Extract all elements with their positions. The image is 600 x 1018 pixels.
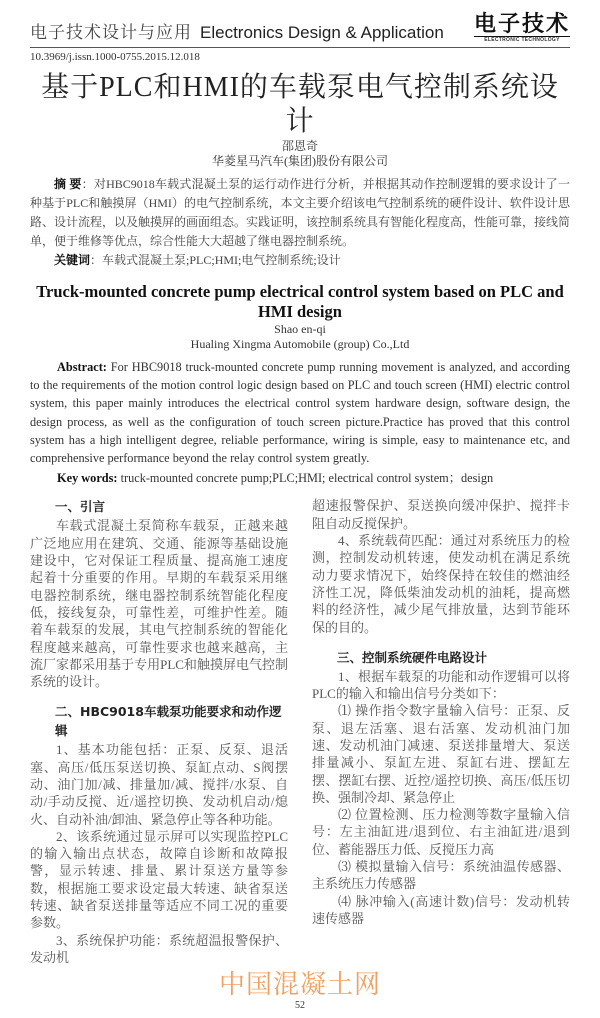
abstract-en-label: Abstract: <box>57 360 107 374</box>
logo-text-cn: 电子技术 <box>473 11 570 36</box>
right-column <box>312 497 570 966</box>
abstract-label: 摘 要 <box>54 177 82 191</box>
journal-name-cn: 电子技术设计与应用 <box>30 23 192 42</box>
author: 邵恩奇 <box>281 139 318 153</box>
paragraph: 超速报警保护、泵送换向缓冲保护、搅拌卡阻自动反搅保护。 <box>312 498 570 531</box>
section-heading-3: 三、控制系统硬件电路设计 <box>337 649 488 665</box>
keywords-cn <box>30 251 570 270</box>
list-item: ⑵ 位置检测、压力检测等数字量输入信号：左主油缸进/退到位、右主油缸进/退到位、蓄能器压力低、反搅压力高 <box>312 807 570 857</box>
page-number: 52 <box>295 1000 305 1012</box>
watermark: 中国混凝土网 <box>218 970 381 1001</box>
abstract-cn <box>30 175 570 251</box>
list-item: ⑶ 模拟量输入信号：系统油温传感器、主系统压力传感器 <box>312 859 570 892</box>
keywords-en-text: truck-mounted concrete pump;PLC;HMI; electrical control system；design <box>117 471 494 486</box>
journal-name-en: Electronics Design & Application <box>200 23 444 42</box>
affiliation-en: Hualing Xingma Automobile (group) Co.,Ltd <box>190 337 410 351</box>
section-heading-2: 二、HBC9018车载泵功能要求和动作逻辑 <box>55 704 282 739</box>
journal-header <box>30 12 570 48</box>
keywords-label: 关键词 <box>54 253 91 267</box>
journal-name <box>30 18 444 43</box>
doi: 10.3969/j.issn.1000-0755.2015.12.018 <box>30 51 200 63</box>
paragraph: 车载式混凝土泵简称车载泵，正越来越广泛地应用在建筑、交通、能源等基础设施建设中，它对保证工程质量、提高施工速度起着十分重要的作用。早期的车载泵采用继电器控制系统，继电器控制系统智能化程度低，接线复杂，可靠性差，可维护性差。随着车载泵的发展，其电气控制系统的智能化程度越来越高，可靠性要求也越来越高，主流厂家都采用基于专用PLC和触摸屏电气控制系统的设计。 <box>30 518 288 690</box>
paper-title-en: Truck-mounted concrete pump electrical control system based on PLC and HMI design <box>36 282 564 321</box>
author-en: Shao en-qi <box>274 322 326 336</box>
keywords-text: ：车载式混凝土泵;PLC;HMI;电气控制系统;设计 <box>90 253 341 267</box>
keywords-en <box>30 469 570 487</box>
paper-title: 基于PLC和HMI的车载泵电气控制系统设计 <box>41 72 559 137</box>
logo-text-en: ELECTRONIC TECHNOLOGY <box>474 36 570 43</box>
keywords-en-label: Key words: <box>57 471 118 486</box>
left-column <box>30 497 288 966</box>
list-item: ⑷ 脉冲输入(高速计数)信号：发动机转速传感器 <box>312 893 570 926</box>
abstract-en-text: For HBC9018 truck-mounted concrete pump running movement is analyzed, and according to the requirements of the motion control logic design based on PLC and touch screen (HMI) electric control system, this paper mainly introduces the electrical control system hardware design, software design, the design process, as well as the configuration of touch screen picture.Practice has proved that this control system has a high intelligent degree, reliable performance, wiring is simple, easy to maintenance etc, and comprehensive performance beyond the relay control system greatly. <box>30 360 570 466</box>
journal-logo <box>474 12 570 43</box>
affiliation: 华菱星马汽车(集团)股份有限公司 <box>212 154 388 168</box>
abstract-en <box>30 358 570 467</box>
body-columns <box>30 497 570 966</box>
page-footer <box>30 970 570 1012</box>
paragraph: 2、该系统通过显示屏可以实现监控PLC的输入输出点状态，故障自诊断和故障报警，显示转速、排量、累计泵送方量等参数，根据施工要求设定最大转速、缺省泵送转速、缺省泵送排量等适应不同工况的重要参数。 <box>30 828 288 931</box>
abstract-text: ：对HBC9018车载式混凝土泵的运行动作进行分析，并根据其动作控制逻辑的要求设计了一种基于PLC和触摸屏（HMI）的电气控制系统，本文主要介绍该电气控制系统的硬件设计、软件设计思路、设计流程，以及触摸屏的画面组态。实践证明，该控制系统具有智能化程度高，性能可靠，接线简单，便于维修等优点，综合性能大大超越了继电器控制系统。 <box>30 177 571 248</box>
section-heading-1: 一、引言 <box>55 499 106 515</box>
paragraph: 1、根据车载泵的功能和动作逻辑可以将PLC的输入和输出信号分类如下： <box>312 668 570 702</box>
list-item: ⑴ 操作指令数字量输入信号：正泵、反泵、退左活塞、退右活塞、发动机油门加速、发动机油门减速、泵送排量增大、泵送排量减小、泵缸左进、泵缸右进、摆缸左摆、摆缸右摆、近控/遥控切换、高压/低压切换、强制冷却、紧急停止 <box>312 703 570 805</box>
paragraph: 4、系统载荷匹配：通过对系统压力的检测，控制发动机转速，使发动机在满足系统动力要求情况下，始终保持在较佳的燃油经济性工况，降低柴油发动机的油耗，提高燃料的经济性，减少尾气排放量，达到节能环保的目的。 <box>312 533 570 635</box>
paragraph: 3、系统保护功能：系统超温报警保护、发动机 <box>30 932 288 965</box>
paragraph: 1、基本功能包括：正泵、反泵、退活塞、高压/低压泵送切换、泵缸点动、S阀摆动、油门加/减、排量加/减、搅拌/水泵、自动/手动反搅、近/遥控切换、发动机启动/熄火、自动补油/卸油、紧急停止等各种功能。 <box>30 742 288 827</box>
